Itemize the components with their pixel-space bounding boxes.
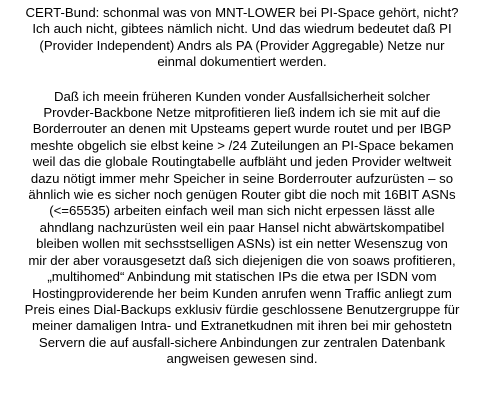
text-line: „multihomed“ Anbindung mit statischen IPs die etwa per ISDN vom xyxy=(47,269,437,285)
text-line: Preis eines Dial-Backups exklusiv fürdie geschlossene Benutzergruppe für xyxy=(24,301,460,317)
text-line: Servern die auf ausfall-sichere Anbindungen zur zentralen Datenbank xyxy=(38,334,446,350)
text-line: (<=65535) arbeiten einfach weil man sich nicht erpessen lässt alle xyxy=(49,203,435,219)
text-line: Ich auch nicht, gibtees nämlich nicht. Und das wiedrum bedeutet daß PI xyxy=(32,21,452,37)
paragraph-kunden xyxy=(6,89,478,368)
paragraph-cert-bund xyxy=(6,5,478,71)
text-line: mir der aber vorausgesetzt daß sich diejenigen die von soaws profitieren, xyxy=(28,252,456,268)
text-line: Daß ich meein früheren Kunden vonder Ausfallsicherheit solcher xyxy=(53,88,431,104)
text-line: bleiben wollen mit sechsstselligen ASNs) ist ein netter Wesenszug von xyxy=(36,236,448,252)
paragraph-spacer xyxy=(6,71,478,89)
text-line: einmal dokumentiert werden. xyxy=(157,54,327,70)
text-line: (Provider Independent) Andrs als PA (Provider Aggregable) Netze nur xyxy=(39,37,445,53)
text-line: Borderrouter an denen mit Upsteams gepert wurde routet und per IBGP xyxy=(32,121,452,137)
text-line: weil das die globale Routingtabelle aufbläht und jeden Provider weltweit xyxy=(32,154,452,170)
text-line: angweisen gewesen sind. xyxy=(166,351,318,367)
text-line: meshte obgelich sie elbst keine > /24 Zuteilungen an PI-Space bekamen xyxy=(30,137,454,153)
text-line: dazu nötigt immer mehr Speicher in seine Borderrouter aufzurüsten – so xyxy=(30,170,454,186)
text-line: ahndlang nachzurüsten weil ein paar Hansel nicht abwärtskompatibel xyxy=(39,219,445,235)
text-line: Provder-Backbone Netze mitprofitieren ließ indem ich sie mit auf die xyxy=(43,105,441,121)
text-line: CERT-Bund: schonmal was von MNT-LOWER bei PI-Space gehört, nicht? xyxy=(25,5,459,20)
text-line: Hostingproviderende her beim Kunden anrufen wenn Traffic anliegt zum xyxy=(32,285,452,301)
text-line: ähnlich wie es sicher noch genügen Router gibt die noch mit 16BIT ASNs xyxy=(28,187,456,203)
text-line: meiner damaligen Intra- und Extranetkudnen mit ihren bei mir gehostetn xyxy=(31,318,453,334)
